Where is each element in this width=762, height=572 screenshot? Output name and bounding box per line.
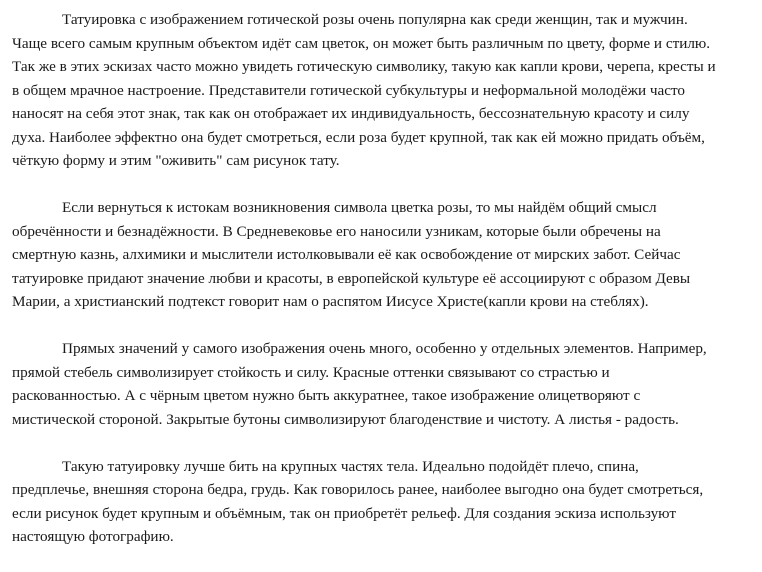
- text-line: Такую татуировку лучше бить на крупных частях тела. Идеально подойдёт плечо, спина,: [62, 457, 639, 475]
- text-line: смертную казнь, алхимики и мыслители истолковывали её как освобождение от мирских забот. Сейчас: [12, 246, 681, 263]
- text-line: Чаще всего самым крупным объектом идёт сам цветок, он может быть различным по цвету, форме и стилю.: [12, 34, 711, 52]
- paragraph-element-meanings: [12, 337, 707, 431]
- text-line: Так же в этих эскизах часто можно увидеть готическую символику, такую как капли крови, черепа, кресты и: [12, 58, 716, 75]
- paragraph-placement-advice: [12, 455, 702, 549]
- document-body: [12, 8, 716, 572]
- paragraph-gothic-rose-popularity: [12, 8, 716, 173]
- text-line: раскованностью. А с чёрным цветом нужно быть аккуратнее, такое изображение олицетворяют с: [12, 387, 641, 404]
- text-line: прямой стебель символизирует стойкость и силу. Красные оттенки связывают со страстью и: [12, 363, 610, 381]
- text-line: настоящую фотографию.: [12, 528, 174, 545]
- text-line: мистической стороной. Закрытые бутоны символизируют благоденствие и чистоту. А листья - радость.: [12, 410, 679, 428]
- text-line: чёткую форму и этим "оживить" сам рисунок тату.: [12, 152, 340, 169]
- text-line: татуировке придают значение любви и красоты, в европейской культуре её ассоциируют с образом Девы: [12, 269, 691, 287]
- text-line: предплечье, внешняя сторона бедра, грудь. Как говорилось ранее, наиболее выгодно она будет смотреться,: [12, 481, 704, 498]
- text-line: Татуировка с изображением готической розы очень популярна как среди женщин, так и мужчин.: [62, 11, 688, 28]
- text-line: в общем мрачное настроение. Представители готической субкультуры и неформальной молодёжи часто: [12, 81, 686, 99]
- text-line: Марии, а христианский подтекст говорит нам о распятом Иисусе Христе(капли крови на стеблях).: [12, 293, 649, 310]
- paragraph-symbol-origins: [12, 196, 702, 314]
- text-line: Прямых значений у самого изображения очень много, особенно у отдельных элементов. Например,: [62, 340, 707, 357]
- text-line: если рисунок будет крупным и объёмным, так он приобретёт рельеф. Для создания эскиза используют: [12, 504, 676, 522]
- text-line: Если вернуться к истокам возникновения символа цветка розы, то мы найдём общий смысл: [62, 199, 657, 216]
- text-line: обречённости и безнадёжности. В Средневековье его наносили узникам, которые были обречены на: [12, 222, 661, 240]
- text-line: духа. Наиболее эффектно она будет смотреться, если роза будет крупной, так как ей можно придать объём,: [12, 128, 705, 146]
- text-line: наносят на себя этот знак, так как он отображает их индивидуальность, бессознательную красоту и силу: [12, 105, 690, 122]
